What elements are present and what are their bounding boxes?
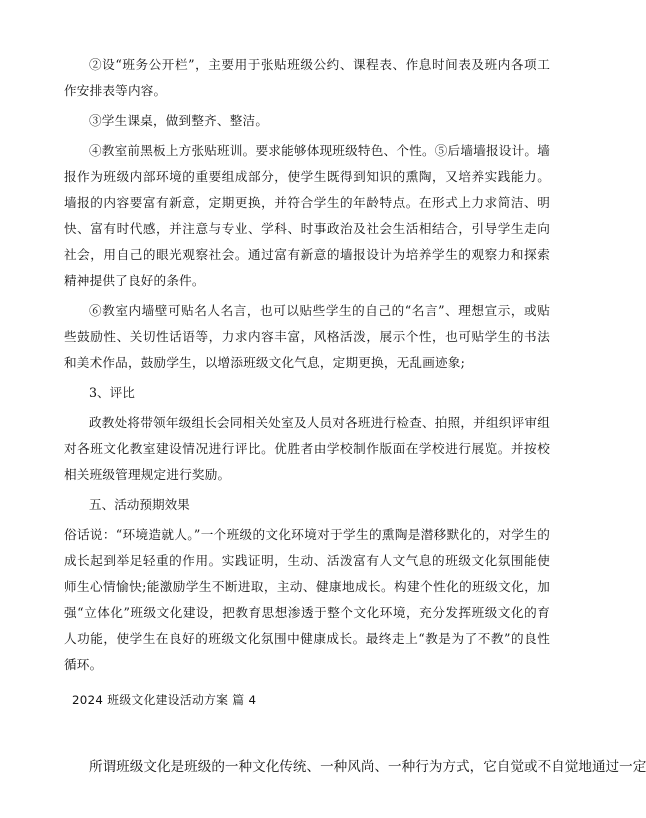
paragraph-desks: ③学生课桌，做到整齐、整洁。 [89,113,269,128]
paragraph-evaluation: 政教处将带领年级组长会同相关处室及人员对各班进行检查、拍照，并组织评审组对各班文化教室建设情况进行评比。优胜者由学校制作版面在学校进行展览。并按校相关班级管理规定进行奖励。 [64,415,550,482]
document-body [64,52,550,682]
section-title: 2024 班级文化建设活动方案 篇 4 [72,693,257,707]
paragraph-wall-quotes: ⑥教室内墙壁可贴名人名言，也可以贴些学生的自己的“名言”、理想宣示，或贴些鼓励性、关切性话语等，力求内容丰富，风格活泼，展示个性，也可贴学生的书法和美术作品，鼓励学生，以增添班级文化气息，定期更换，无乱画迹象; [64,303,550,370]
paragraph-expected-effect: 俗话说：“环境造就人。”一个班级的文化环境对于学生的熏陶是潜移默化的，对学生的成长起到举足轻重的作用。实践证明，生动、活泼富有人文气息的班级文化氛围能使师生心情愉快;能激励学生不断进取，主动、健康地成长。构建个性化的班级文化，加强“立体化”班级文化建设，把教育思想渗透于整个文化环境，充分发挥班级文化的育人功能，使学生在良好的班级文化氛围中健康成长。最终走上“教是为了不教”的良性循环。 [64,527,550,672]
heading-expected-effect: 五、活动预期效果 [89,497,190,512]
paragraph-bulletin-board: ②设“班务公开栏”，主要用于张贴班级公约、课程表、作息时间表及班内各项工作安排表等内容。 [64,57,550,98]
paragraph-blackboard-wall-newspaper: ④教室前黑板上方张贴班训。要求能够体现班级特色、个性。⑤后墙墙报设计。墙报作为班级内部环境的重要组成部分，使学生既得到知识的熏陶，又培养实践能力。墙报的内容要富有新意，定期更换，并符合学生的年龄特点。在形式上力求简洁、明快、富有时代感，并注意与专业、学科、时事政治及社会生活相结合，引导学生走向社会，用自己的眼光观察社会。通过富有新意的墙报设计为培养学生的观察力和探索精神提供了良好的条件。 [64,143,550,288]
paragraph-class-culture-definition: 所谓班级文化是班级的一种文化传统、一种风尚、一种行为方式，它自觉或不自觉地通过一定 [89,759,646,775]
heading-evaluation: 3、评比 [89,385,135,400]
